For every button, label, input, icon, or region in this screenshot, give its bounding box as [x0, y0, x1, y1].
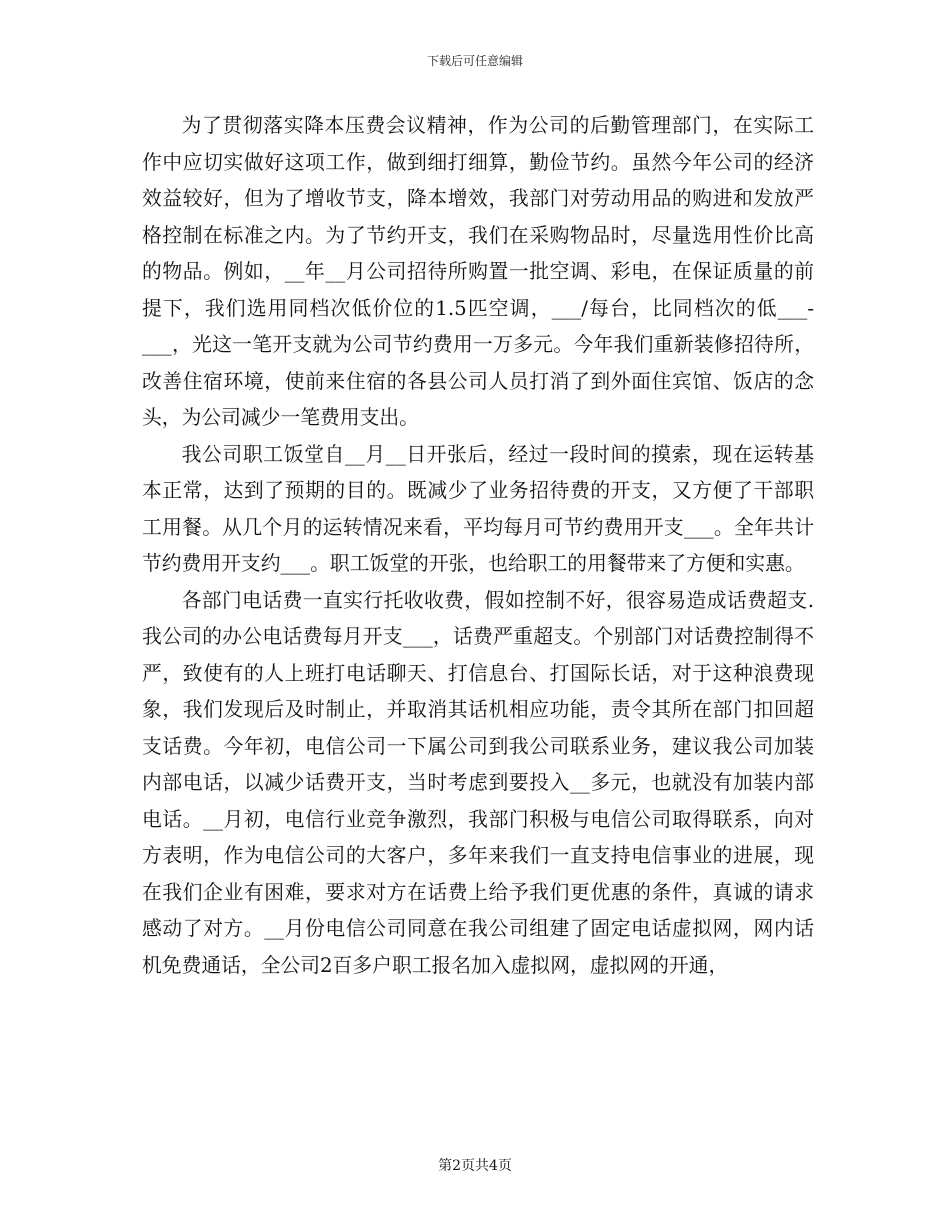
page-number: 第2页共4页	[438, 1158, 512, 1174]
paragraph: 为了贯彻落实降本压费会议精神，作为公司的后勤管理部门，在实际工作中应切实做好这项工作，做到细打细算，勤俭节约。虽然今年公司的经济效益较好，但为了增收节支，降本增效，我部门对劳动用品的购进和发放严格控制在标准之内。为了节约开支，我们在采购物品时，尽量选用性价比高的物品。例如，__年__月公司招待所购置一批空调、彩电，在保证质量的前提下，我们选用同档次低价位的1.5匹空调，___/每台，比同档次的低___-___，光这一笔开支就为公司节约费用一万多元。今年我们重新装修招待所，改善住宿环境，使前来住宿的各县公司人员打消了到外面住宾馆、饭店的念头，为公司减少一笔费用支出。	[142, 114, 814, 429]
document-body	[142, 108, 814, 984]
page-header: 下载后可任意编辑	[426, 54, 523, 68]
paragraph: 我公司职工饭堂自__月__日开张后，经过一段时间的摸索，现在运转基本正常，达到了预期的目的。既减少了业务招待费的开支，又方便了干部职工用餐。从几个月的运转情况来看，平均每月可节约费用开支___。全年共计节约费用开支约___。职工饭堂的开张，也给职工的用餐带来了方便和实惠。	[142, 442, 814, 575]
paragraph: 各部门电话费一直实行托收收费，假如控制不好，很容易造成话费超支.我公司的办公电话费每月开支___，话费严重超支。个别部门对话费控制得不严，致使有的人上班打电话聊天、打信息台、打国际长话，对于这种浪费现象，我们发现后及时制止，并取消其话机相应功能，责令其所在部门扣回超支话费。今年初，电信公司一下属公司到我公司联系业务，建议我公司加装内部电话，以减少话费开支，当时考虑到要投入__多元，也就没有加装内部电话。__月初，电信行业竞争激烈，我部门积极与电信公司取得联系，向对方表明，作为电信公司的大客户，多年来我们一直支持电信事业的进展，现在我们企业有困难，要求对方在话费上给予我们更优惠的条件，真诚的请求感动了对方。__月份电信公司同意在我公司组建了固定电话虚拟网，网内话机免费通话，全公司2百多户职工报名加入虚拟网，虚拟网的开通，	[142, 588, 814, 977]
